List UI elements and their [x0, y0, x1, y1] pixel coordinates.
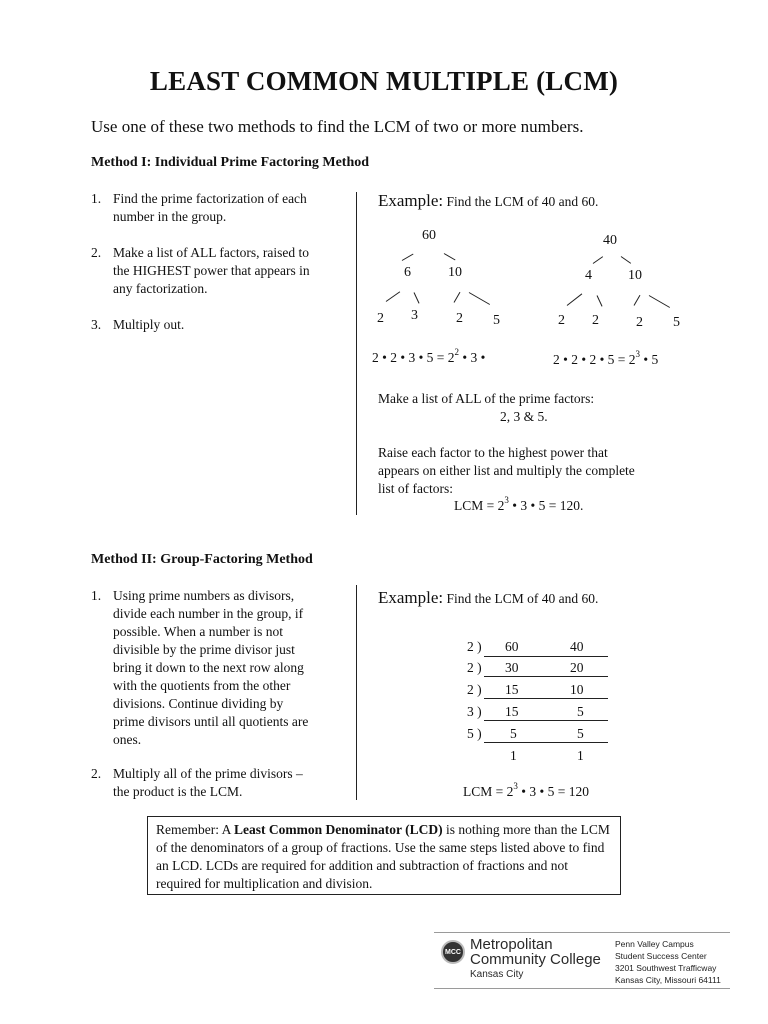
tree40-branch [621, 256, 631, 264]
tree60-root: 60 [422, 228, 436, 243]
tree60-leaf: 5 [493, 313, 500, 328]
tree40-branch [597, 295, 603, 306]
campus-address: Penn Valley Campus Student Success Center 3201 Southwest Trafficway Kansas City, Missouri 64111 [615, 939, 721, 985]
method1-heading: Method I: Individual Prime Factoring Method [91, 155, 370, 170]
tree40-branch [567, 293, 583, 305]
ladder-line [484, 676, 608, 677]
method2-lcm-result: LCM = $2^3$ • 3 • 5 = 120 [463, 780, 589, 799]
factorization-60: 2 • 2 • 3 • $5 = 2^2$ • 3 • [372, 346, 486, 365]
prime-list-intro: Make a list of ALL of the prime factors: [378, 391, 595, 406]
page-title: LEAST COMMON MULTIPLE (LCM) [149, 66, 619, 96]
tree60-leaf: 2 [456, 311, 463, 326]
method1-lcm-result: LCM = $2^3$ • 3 • 5 = 120. [454, 494, 584, 513]
divisor: 2 ) [467, 682, 482, 697]
method1-divider [356, 192, 357, 515]
prime-list-values: 2, 3 & 5. [500, 409, 548, 424]
quotient-40: 20 [570, 660, 584, 675]
footer-rule-bottom [434, 988, 730, 989]
method1-step-1: 1. Find the prime factorization of each number in the group. [91, 191, 307, 224]
footer-rule-top [434, 932, 730, 933]
divisor: 2 ) [467, 639, 482, 654]
tree60-branch [469, 292, 490, 305]
tree60-branch [386, 291, 400, 302]
method1-example-header: Example: Find the LCM of 40 and 60. [378, 191, 599, 210]
college-name-line2: Community College [470, 951, 601, 968]
tree40-right: 10 [628, 268, 642, 283]
college-name-line3: Kansas City [470, 969, 524, 980]
quotient-40: 1 [577, 748, 584, 763]
ladder-line [484, 720, 608, 721]
tree60-right: 10 [448, 265, 462, 280]
method1-step-2: 2. Make a list of ALL factors, raised to the HIGHEST power that appears in any factorization. [91, 245, 310, 296]
college-logo-icon: MCC [441, 940, 465, 964]
intro-text: Use one of these two methods to find the LCM of two or more numbers. [91, 117, 584, 136]
tree60-branch [454, 292, 461, 303]
tree60-leaf: 3 [411, 308, 418, 323]
tree60-branch [414, 292, 420, 303]
tree40-leaf: 2 [558, 313, 565, 328]
tree40-branch [649, 295, 670, 308]
tree60-branch [444, 253, 456, 260]
method1-step-3: 3. Multiply out. [91, 317, 185, 332]
remember-box: Remember: A Least Common Denominator (LCD) is nothing more than the LCM of the denominators of a group of fractions. Use the same steps listed above to find an LCD. LCDs are required for addition and subtraction of fractions and not required for multiplication and division. [147, 816, 621, 895]
ladder-line [484, 698, 608, 699]
quotient-60: 30 [505, 660, 519, 675]
method2-example-header: Example: Find the LCM of 40 and 60. [378, 588, 599, 607]
divisor: 5 ) [467, 726, 482, 741]
tree40-leaf: 2 [636, 315, 643, 330]
method2-heading: Method II: Group-Factoring Method [91, 552, 313, 567]
quotient-40: 5 [577, 704, 584, 719]
method2-step-2: 2. Multiply all of the prime divisors – the product is the LCM. [91, 766, 303, 799]
ladder-line [484, 656, 608, 657]
method2-step-1: 1. Using prime numbers as divisors, divide each number in the group, if possible. When a number is not divisible by the prime divisor just bring it down to the next row along with the quotients from the other divisions. Continue dividing by prime divisors until all quotients are ones. [91, 588, 309, 747]
quotient-60: 5 [510, 726, 517, 741]
method2-divider [356, 585, 357, 800]
ladder-line [484, 742, 608, 743]
method2-steps [91, 587, 308, 801]
tree60-leaf: 2 [377, 311, 384, 326]
method1-steps [91, 190, 310, 334]
divisor: 3 ) [467, 704, 482, 719]
tree60-branch [402, 254, 414, 261]
quotient-40: 5 [577, 726, 584, 741]
raise-instructions: Raise each factor to the highest power that appears on either list and multiply the complete list of factors: [378, 445, 635, 496]
college-name-line1: Metropolitan [470, 936, 553, 953]
divisor: 2 ) [467, 660, 482, 675]
tree40-leaf: 5 [673, 315, 680, 330]
tree60-left: 6 [404, 265, 411, 280]
tree40-root: 40 [603, 233, 617, 248]
factorization-40: 2 • 2 • 2 • $5 = 2^3$ • 5 [553, 348, 659, 367]
quotient-40: 40 [570, 639, 584, 654]
quotient-60: 15 [505, 682, 519, 697]
tree40-left: 4 [585, 268, 592, 283]
quotient-60: 1 [510, 748, 517, 763]
tree40-branch [593, 256, 603, 264]
quotient-60: 60 [505, 639, 519, 654]
quotient-60: 15 [505, 704, 519, 719]
tree40-leaf: 2 [592, 313, 599, 328]
tree40-branch [634, 295, 641, 306]
quotient-40: 10 [570, 682, 584, 697]
